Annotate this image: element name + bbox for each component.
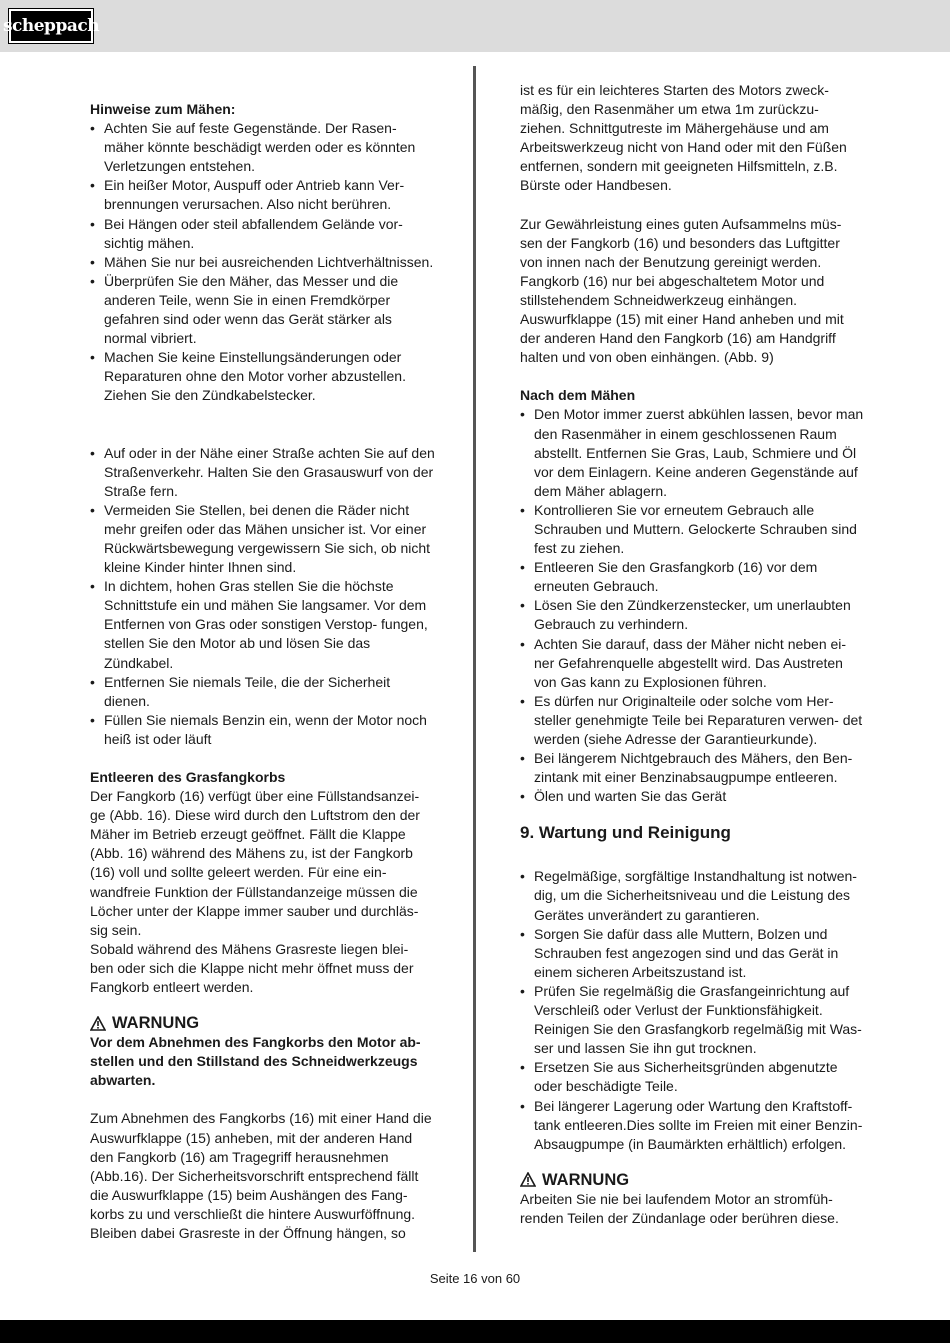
list-item: • Es dürfen nur Originalteile oder solche vom Her- steller genehmigte Teile bei Reparaturen verwen- det werden (siehe Adresse der Garantieurkunde). xyxy=(520,692,865,749)
list-item: • Entleeren Sie den Grasfangkorb (16) vor dem erneuten Gebrauch. xyxy=(520,558,865,596)
list-item: • Überprüfen Sie den Mäher, das Messer und die anderen Teile, wenn Sie in einen Fremdkörper gefahren sind oder wenn das Gerät stärker als normal vibriert. xyxy=(90,272,435,348)
list-item: • Bei Hängen oder steil abfallendem Gelände vor- sichtig mähen. xyxy=(90,215,435,253)
list-item: • Den Motor immer zuerst abkühlen lassen, bevor man den Rasenmäher in einem geschlossenen Raum abstellt. Entfernen Sie Gras, Laub, Schmiere und Öl vor dem Einlagern. Keine anderen Gegenstände auf dem Mäher ablagern. xyxy=(520,405,865,500)
scheppach-logo: scheppach xyxy=(9,9,93,43)
column-divider xyxy=(473,66,476,1252)
after-mowing-list xyxy=(520,405,865,806)
page-header xyxy=(0,0,950,52)
paragraph: ist es für ein leichteres Starten des Motors zweck- mäßig, den Rasenmäher um etwa 1m zurückzu- ziehen. Schnittgutreste im Mähergehäuse und am Arbeitswerkzeug nicht von Hand oder mit den Füßen entfernen, sondern mit geeigneten Hilfsmitteln, z.B. Bürste oder Handbesen. xyxy=(520,82,847,194)
warning-heading: WARNUNG xyxy=(520,1170,865,1190)
list-item: • Bei längerem Nichtgebrauch des Mähers, den Ben- zintank mit einer Benzinabsaugpumpe entleeren. xyxy=(520,749,865,787)
list-item: • In dichtem, hohen Gras stellen Sie die höchste Schnittstufe ein und mähen Sie langsamer. Vor dem Entfernen von Gras oder sonstigen Verstop- fungen, stellen Sie den Motor ab und lösen Sie das Zündkabel. xyxy=(90,577,435,672)
heading-after-mowing: Nach dem Mähen xyxy=(520,387,636,404)
list-item: • Auf oder in der Nähe einer Straße achten Sie auf den Straßenverkehr. Halten Sie den Grasauswurf von der Straße fern. xyxy=(90,444,435,501)
warning-heading: WARNUNG xyxy=(90,1013,435,1033)
list-item: • Sorgen Sie dafür dass alle Muttern, Bolzen und Schrauben fest angezogen sind und das Gerät in einem sicheren Arbeitszustand ist. xyxy=(520,925,865,982)
list-item: • Ein heißer Motor, Auspuff oder Antrieb kann Ver- brennungen verursachen. Also nicht berühren. xyxy=(90,176,435,214)
list-item: • Achten Sie auf feste Gegenstände. Der Rasen- mäher könnte beschädigt werden oder es könnten Verletzungen entstehen. xyxy=(90,119,435,176)
warning-icon xyxy=(520,1172,536,1187)
list-item: • Ersetzen Sie aus Sicherheitsgründen abgenutzte oder beschädigte Teile. xyxy=(520,1058,865,1096)
heading-empty-catcher: Entleeren des Grasfangkorbs xyxy=(90,769,286,785)
list-item: • Füllen Sie niemals Benzin ein, wenn der Motor noch heiß ist oder läuft xyxy=(90,711,435,749)
list-item: • Entfernen Sie niemals Teile, die der Sicherheit dienen. xyxy=(90,673,435,711)
paragraph: Zur Gewährleistung eines guten Aufsammelns müs- sen der Fangkorb (16) und besonders das Luftgitter von innen nach der Benutzung gereinigt werden. Fangkorb (16) nur bei abgeschaltetem Motor und stillstehendem Schneidwerkzeug einhängen. Auswurfklappe (15) mit einer Hand anheben und mit der anderen Hand den Fangkorb (16) am Handgriff halten und von oben einhängen. (Abb. 9) xyxy=(520,215,844,366)
warning-text: Vor dem Abnehmen des Fangkorbs den Motor ab- stellen und den Stillstand des Schneidwerkzeugs abwarten. xyxy=(90,1034,421,1089)
list-item: • Regelmäßige, sorgfältige Instandhaltung ist notwen- dig, um die Sicherheitsniveau und die Leistung des Gerätes unverändert zu garantieren. xyxy=(520,867,865,924)
right-column xyxy=(520,81,865,1228)
list-item: • Ölen und warten Sie das Gerät xyxy=(520,787,865,806)
section-title: 9. Wartung und Reinigung xyxy=(520,823,731,843)
warning-icon xyxy=(90,1016,106,1031)
mowing-safety-list xyxy=(90,444,435,750)
heading-mowing-notes: Hinweise zum Mähen: xyxy=(90,101,236,117)
paragraph: Zum Abnehmen des Fangkorbs (16) mit einer Hand die Auswurfklappe (15) anheben, mit der anderen Hand den Fangkorb (16) am Tragegriff herausnehmen (Abb.16). Der Sicherheitsvorschrift entsprechend fällt die Auswurfklappe (15) beim Aushängen des Fang- korbs zu und verschließt die hintere Auswurföffnung. Bleiben dabei Grasreste in der Öffnung hängen, so xyxy=(90,1110,432,1241)
page-number: Seite 16 von 60 xyxy=(429,1271,521,1286)
list-item: • Machen Sie keine Einstellungsänderungen oder Reparaturen ohne den Motor vorher abzustellen. Ziehen Sie den Zündkabelstecker. xyxy=(90,348,435,405)
list-item: • Achten Sie darauf, dass der Mäher nicht neben ei- ner Gefahrenquelle abgestellt wird. Das Austreten von Gas kann zu Explosionen führen. xyxy=(520,635,865,692)
mowing-notes-list xyxy=(90,119,435,405)
maintenance-list xyxy=(520,867,865,1153)
footer-bar xyxy=(0,1320,950,1343)
list-item: • Lösen Sie den Zündkerzenstecker, um unerlaubten Gebrauch zu verhindern. xyxy=(520,596,865,634)
list-item: • Kontrollieren Sie vor erneutem Gebrauch alle Schrauben und Muttern. Gelockerte Schrauben sind fest zu ziehen. xyxy=(520,501,865,558)
list-item: • Vermeiden Sie Stellen, bei denen die Räder nicht mehr greifen oder das Mähen unsicher ist. Vor einer Rückwärtsbewegung vergewissern Sie sich, ob nicht kleine Kinder hinter Ihnen sind. xyxy=(90,501,435,577)
warning-text: Arbeiten Sie nie bei laufendem Motor an stromfüh- renden Teilen der Zündanlage oder berühren diese. xyxy=(520,1190,839,1226)
list-item: • Bei längerer Lagerung oder Wartung den Kraftstoff- tank entleeren.Dies sollte im Freien mit einer Benzin- Absaugpumpe (in Baumärkten erhältlich) erfolgen. xyxy=(520,1097,865,1154)
left-column xyxy=(90,100,435,1243)
paragraph: Der Fangkorb (16) verfügt über eine Füllstandsanzei- ge (Abb. 16). Diese wird durch den Luftstrom den der Mäher im Betrieb erzeugt geöffnet. Fällt die Klappe (Abb. 16) während des Mähens zu, ist der Fangkorb (16) voll und sollte geleert werden. Für eine ein- wandfreie Funktion der Füllstandanzeige müssen die Löcher unter der Klappe immer sauber und durchläs- sig sein. xyxy=(90,788,420,938)
list-item: • Mähen Sie nur bei ausreichenden Lichtverhältnissen. xyxy=(90,253,435,272)
paragraph: Sobald während des Mähens Grasreste liegen blei- ben oder sich die Klappe nicht mehr öffnet muss der Fangkorb entleert werden. xyxy=(90,940,414,996)
list-item: • Prüfen Sie regelmäßig die Grasfangeinrichtung auf Verschleiß oder Verlust der Funktionsfähigkeit. Reinigen Sie den Grasfangkorb regelmäßig mit Was- ser und lassen Sie ihn gut trocknen. xyxy=(520,982,865,1058)
